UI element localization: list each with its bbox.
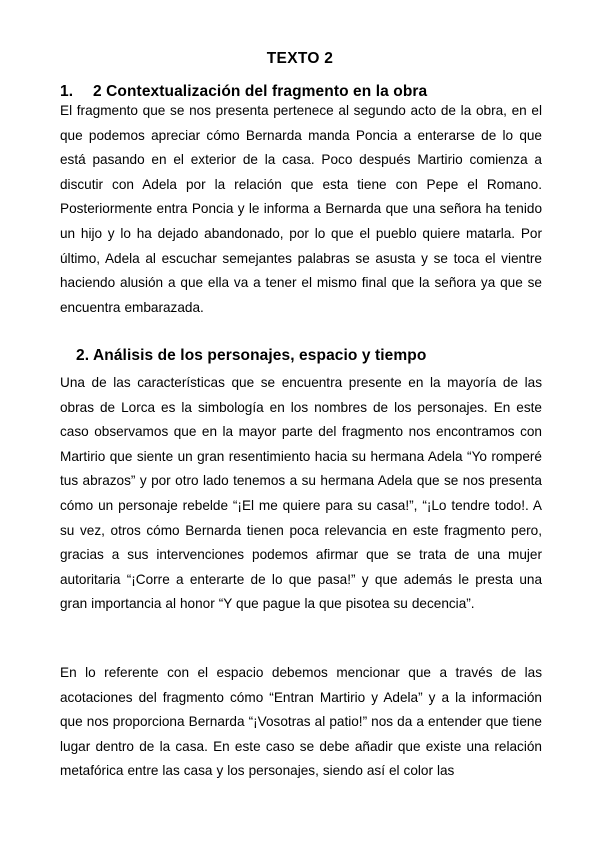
section-2-paragraph-1: Una de las características que se encuentra presente en la mayoría de las obras de Lorca es la simbología en los nombres de los personajes. En este caso observamos que en la mayor parte del fragmento nos encontramos con Martirio que siente un gran resentimiento hacia su hermana Adela “Yo romperé tus abrazos” y por otro lado tenemos a su hermana Adela que se nos presenta cómo un personaje rebelde “¡El me quiere para su casa!”, “¡Lo tendre todo!. A su vez, otros cómo Bernarda tienen poca relevancia en este fragmento pero, gracias a sus intervenciones podemos afirmar que se trata de una mujer autoritaria “¡Corre a enterarte de lo que pasa!” y que además le presta una gran importancia al honor “Y que pague la que pisotea su decencia”. (60, 375, 542, 612)
section-1-heading-text: 2 Contextualización del fragmento en la obra (93, 83, 428, 100)
section-2-paragraph-2: En lo referente con el espacio debemos mencionar que a través de las acotaciones del fragmento cómo “Entran Martirio y Adela” y a la información que nos proporciona Bernarda “¡Vosotras al patio!” nos da a entender que tiene lugar dentro de la casa. En este caso se debe añadir que existe una relación metafórica entre las casa y los personajes, siendo así el color las (60, 665, 542, 779)
section-2-heading: 2. Análisis de los personajes, espacio y tiempo (76, 347, 427, 364)
section-1-paragraph: El fragmento que se nos presenta pertenece al segundo acto de la obra, en el que podemos apreciar cómo Bernarda manda Poncia a enterarse de lo que está pasando en el exterior de la casa. Poco después Martirio comienza a discutir con Adela por la relación que esta tiene con Pepe el Romano. Posteriormente entra Poncia y le informa a Bernarda que una señora ha tenido un hijo y lo ha dejado abandonado, por lo que el pueblo quiere matarla. Por último, Adela al escuchar semejantes palabras se asusta y se toca el vientre haciendo alusión a que ella va a tener el mismo final que la señora ya que se encuentra embarazada. (60, 103, 542, 315)
section-1-number: 1. (60, 83, 74, 100)
document-title: TEXTO 2 (266, 50, 334, 67)
